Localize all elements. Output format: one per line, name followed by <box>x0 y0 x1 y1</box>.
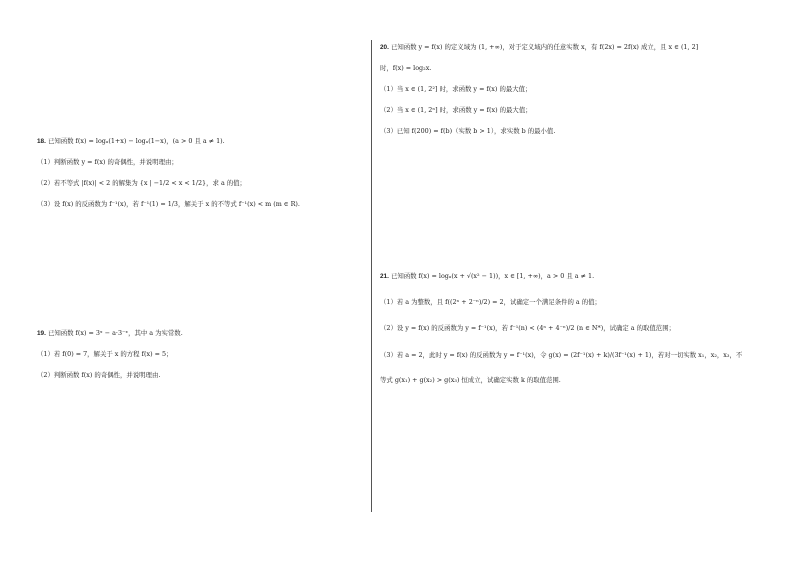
q21-part-2: （2）设 y = f(x) 的反函数为 y = f⁻¹(x)，若 f⁻¹(n) < (4ⁿ + 4⁻ⁿ)/2 (n ∈ N*)，试确定 a 的取值范围； <box>380 324 675 332</box>
q20-part-1: （1）当 x ∈ (1, 2²] 时，求函数 y = f(x) 的最大值； <box>380 85 532 93</box>
q19-part-2: （2）判断函数 f(x) 的奇偶性，并说明理由. <box>37 371 161 379</box>
q21-part-3: （3）若 a = 2，此时 y = f(x) 的反函数为 y = f⁻¹(x)，令 g(x) = (2f⁻¹(x) + k)/(3f⁻¹(x) + 1)，若对一切实数 x₁，x₂，x₃，不 <box>380 351 743 359</box>
q18-stem: 已知函数 f(x) = logₐ(1+x) − logₐ(1−x)，(a > 0 且 a ≠ 1). <box>47 137 225 145</box>
q19-stem-line <box>37 329 183 338</box>
q18-part-3: （3）设 f(x) 的反函数为 f⁻¹(x)，若 f⁻¹(1) = 1/3，解关于 x 的不等式 f⁻¹(x) < m (m ∈ R). <box>37 200 300 208</box>
q20-stem: 已知函数 y = f(x) 的定义域为 (1, +∞)，对于定义域内的任意实数 x，有 f(2x) = 2f(x) 成立，且 x ∈ (1, 2] <box>390 43 699 51</box>
q21-stem: 已知函数 f(x) = logₐ(x + √(x² − 1))，x ∈ [1, +∞)，a > 0 且 a ≠ 1. <box>390 272 595 280</box>
q21-part-1: （1）若 a 为整数，且 f((2ⁿ + 2⁻ⁿ)/2) = 2，试确定一个满足条件的 a 的值； <box>380 298 601 306</box>
q20-number: 20. <box>380 44 389 51</box>
q19-number: 19. <box>37 330 46 337</box>
q19-stem: 已知函数 f(x) = 3ˣ − a·3⁻ˣ，其中 a 为实常数. <box>47 329 183 337</box>
column-divider <box>371 40 372 512</box>
q21-number: 21. <box>380 273 389 280</box>
q20-part-3: （3）已知 f(200) = f(b)（实数 b > 1），求实数 b 的最小值. <box>380 127 556 135</box>
q19-part-1: （1）若 f(0) = 7，解关于 x 的方程 f(x) = 5； <box>37 350 173 358</box>
q20-stem-cont: 时，f(x) = log₂x. <box>380 64 432 72</box>
q18-part-1: （1）判断函数 y = f(x) 的奇偶性，并说明理由； <box>37 158 178 166</box>
q18-stem-line <box>37 137 225 146</box>
q20-stem-line <box>380 43 698 52</box>
q21-stem-line <box>380 272 594 281</box>
q18-number: 18. <box>37 138 46 145</box>
q21-part-3-cont: 等式 g(x₁) + g(x₂) > g(x₃) 恒成立，试确定实数 k 的取值范围. <box>380 376 561 384</box>
q20-part-2: （2）当 x ∈ (1, 2ⁿ] 时，求函数 y = f(x) 的最大值； <box>380 106 532 114</box>
q18-part-2: （2）若不等式 |f(x)| < 2 的解集为 {x | −1/2 < x < 1/2}，求 a 的值； <box>37 179 246 187</box>
